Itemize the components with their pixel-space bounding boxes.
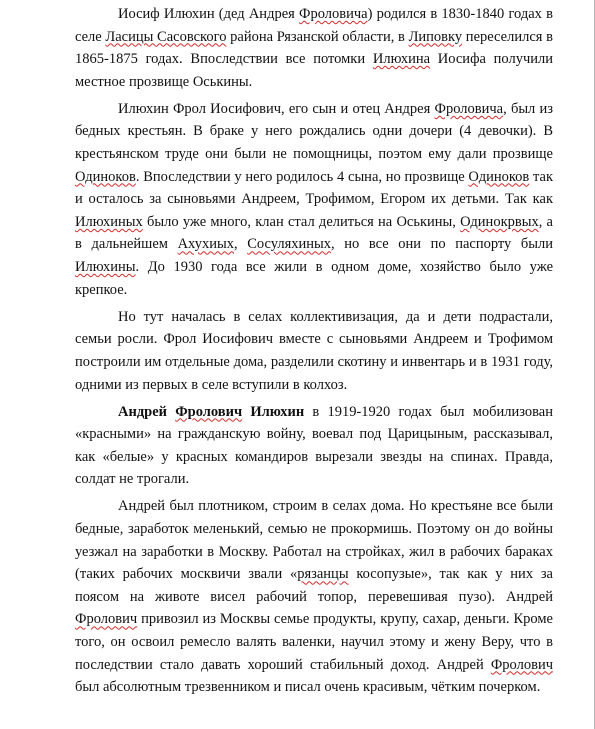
text-run: Илюхин Фрол Иосифович, его сын и отец Андрея (118, 100, 435, 117)
flagged-word: Илюхина (372, 51, 431, 68)
flagged-word: Илюхиных (75, 213, 143, 230)
text-run: , был из бедных крестьян. В браке у него рождались одни дочери (4 девочки). В крестьянском труде они были не помощницы, поэтом ему дали прозвище (75, 100, 554, 163)
text-run: так и осталось за сыновьями Андреем, Трофимом, Егором их детьми. Так как (75, 168, 553, 208)
paragraph-1 (75, 0, 553, 93)
flagged-word: Фролович (175, 403, 243, 420)
text-run: был абсолютным трезвенником и писал очень красивым, чётким почерком. (75, 679, 541, 696)
bold-name: Илюхин (242, 403, 305, 420)
text-run: . Впоследствии у него родилось 4 сына, но прозвище (135, 168, 469, 185)
text-run: , а в дальнейшем (75, 213, 553, 253)
text-run: Андрей был плотником, строим в селах дома. Но крестьяне все были бедные, заработок меленький, семью не прокормишь. Поэтому он до войны уезжал на заработки в Москву. Работал на стройках, жил в рабочих бараках (таких рабочих москвичи звали « (75, 498, 553, 583)
text-run: привозил из Москвы семье продукты, крупу, сахар, деньги. Кроме того, он освоил ремесло валять валенки, научил этому и жену Веру, что в последствии стало давать хороший стабильный доход. Андрей (75, 611, 553, 673)
text-run: косопузые», так как у них за поясом на животе висел рабочий топор, перевешивая пузо). Андрей (75, 566, 553, 605)
flagged-word: Фролович (75, 611, 138, 628)
flagged-word: рязанцы (297, 566, 349, 583)
flagged-word: Ласицы Сасовского (105, 28, 227, 45)
flagged-word: Илюхины (75, 259, 136, 276)
flagged-word: Фроловича (434, 100, 504, 117)
text-run: . До 1930 года все жили в одном доме, хозяйство было уже крепкое. (75, 259, 553, 298)
flagged-word: Липовку (408, 28, 463, 45)
text-run: было уже много, клан стал делиться на Оськины, (142, 213, 461, 230)
paragraph-3 (75, 306, 553, 396)
paragraph-2 (75, 98, 553, 301)
flagged-word: Одиноков (75, 168, 136, 185)
bold-name: Андрей (118, 403, 176, 420)
text-run: Иосиф Илюхин (дед Андрея (118, 6, 299, 22)
flagged-word: Одинокрвых (460, 213, 539, 230)
text-run: переселился в 1865-1875 годах. Впоследствии все потомки (75, 28, 553, 68)
flagged-word: Сосуляхиных (247, 236, 332, 253)
flagged-word: Фролович (490, 656, 553, 673)
text-run: в 1919-1920 годах был мобилизован «красными» на гражданскую войну, воевал под Царицыным, рассказывал, как «белые» у красных командиров вырезали звезды на спинах. Правда, солдат не трогали. (75, 403, 553, 488)
flagged-word: Фроловича (299, 6, 368, 22)
text-run: , но все они по паспорту были (331, 236, 554, 253)
text-run: Иосифа получили местное прозвище Оськины. (75, 51, 553, 90)
text-run: ) родился в 1830-1840 годах в селе (75, 6, 553, 45)
document-page (75, 0, 553, 703)
flagged-word: Одиноков (468, 168, 530, 185)
paragraph-5 (75, 495, 553, 698)
paragraph-4 (75, 401, 553, 491)
text-run: района Рязанской области, в (226, 28, 409, 45)
text-run: , (233, 236, 248, 253)
flagged-word: Ахухиых (177, 236, 234, 253)
text-run: Но тут началась в селах коллективизация, да и дети подрастали, семьи росли. Фрол Иосифович вместе с сыновьями Андреем и Трофимом построили им отдельные дома, разделили скотину и инвентарь и в 1931 году, одними из первых в селе вступили в колхоз. (75, 308, 553, 393)
